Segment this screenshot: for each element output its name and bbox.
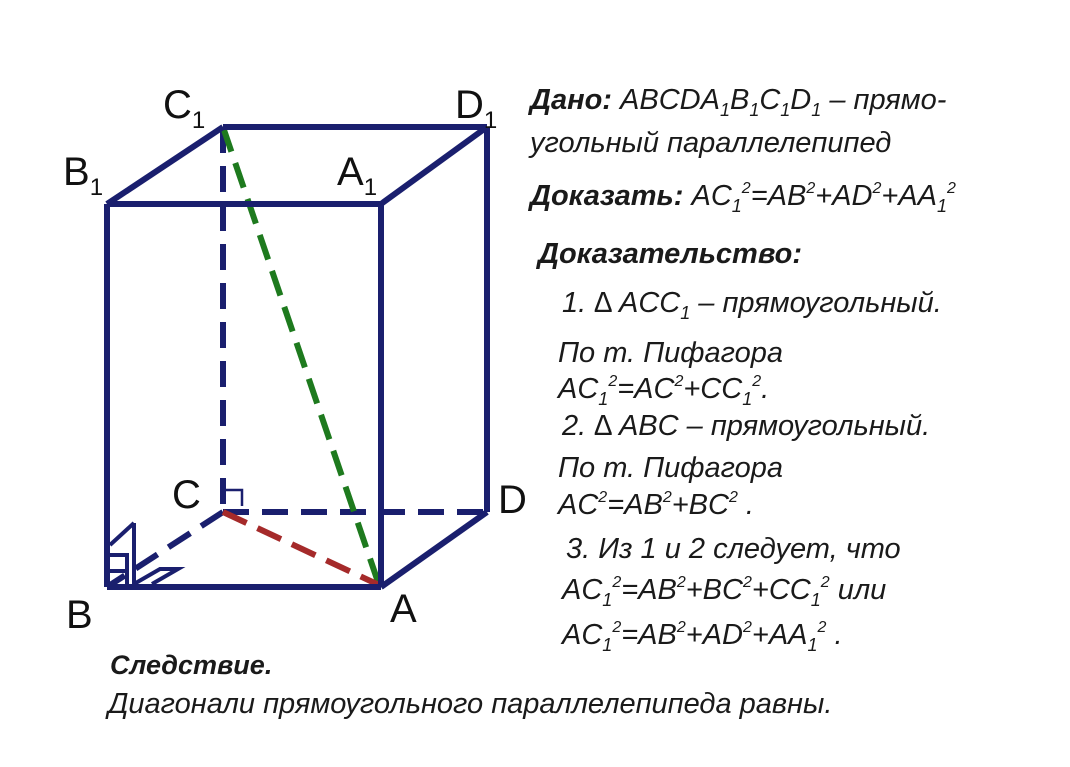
prove-sup: 2 bbox=[872, 180, 882, 197]
proof-text: =AB bbox=[621, 619, 677, 651]
vertex-label-a: A bbox=[390, 587, 417, 631]
proof-text: 1. bbox=[562, 287, 595, 319]
proof-sup: 2 bbox=[662, 489, 672, 506]
prove-sub: 1 bbox=[937, 196, 948, 216]
edge-b1-c1 bbox=[107, 127, 223, 204]
proof-text: +BC bbox=[671, 489, 729, 521]
prove-sup: 2 bbox=[806, 180, 816, 197]
proof-text: или bbox=[829, 574, 887, 606]
proof-sub: 1 bbox=[602, 635, 613, 655]
given-sub: 1 bbox=[811, 100, 822, 120]
proof-sup: 2 bbox=[598, 489, 608, 506]
proof-text: +AD bbox=[685, 619, 743, 651]
proof-sup: 2 bbox=[674, 373, 684, 390]
proof-sup: 2 bbox=[820, 574, 830, 591]
proof-sub: 1 bbox=[810, 590, 821, 610]
given-line-2: угольный параллелепипед bbox=[530, 127, 892, 159]
proof-text: – прямоугольный. bbox=[690, 287, 942, 319]
vertex-label-b: B bbox=[66, 593, 93, 637]
proof-sub: 1 bbox=[680, 303, 691, 323]
corollary-title: Следствие. bbox=[110, 650, 273, 680]
proof-step-3: 3. Из 1 и 2 следует, что bbox=[566, 533, 901, 565]
right-angle-mark-b bbox=[110, 523, 178, 584]
vertex-label-d1: $D_1$ bbox=[455, 83, 498, 134]
prove-text: +AA bbox=[881, 180, 937, 212]
proof-sub: 1 bbox=[602, 590, 613, 610]
prove-label: Доказать: bbox=[530, 180, 684, 212]
proof-text: AC bbox=[558, 373, 599, 405]
proof-sup: 2 bbox=[817, 619, 827, 636]
given-text: B bbox=[729, 84, 750, 116]
vertex-label-c: C bbox=[172, 473, 201, 517]
proof-text: AC bbox=[558, 489, 599, 521]
proof-text: . bbox=[761, 373, 770, 405]
given-text: – прямо- bbox=[821, 84, 947, 116]
edge-a-d bbox=[381, 512, 487, 587]
proof-text: =AB bbox=[607, 489, 663, 521]
proof-text: . bbox=[826, 619, 843, 651]
given-sub: 1 bbox=[780, 100, 791, 120]
diagonal-a-c1 bbox=[223, 127, 379, 585]
proof-text: =AC bbox=[617, 373, 675, 405]
proof-step-3-formula bbox=[562, 573, 887, 610]
proof-step-1 bbox=[562, 286, 942, 323]
proof-text: +BC bbox=[685, 574, 743, 606]
proof-sub: 1 bbox=[742, 389, 753, 409]
given-sub: 1 bbox=[749, 100, 760, 120]
proof-sup: 2 bbox=[612, 619, 622, 636]
proof-sup: 2 bbox=[676, 619, 686, 636]
vertex-label-b1: $B_1$ bbox=[63, 150, 104, 201]
proof-text: +CC bbox=[683, 373, 743, 405]
prove-sup: 2 bbox=[947, 180, 956, 197]
proof-text: ∆ ACC bbox=[594, 287, 681, 319]
right-angle-mark-c bbox=[226, 490, 242, 506]
proof-sub: 1 bbox=[598, 389, 609, 409]
proof-text: +AA bbox=[751, 619, 808, 651]
vertex-label-a1: $A_1$ bbox=[337, 150, 378, 201]
edge-a1-d1 bbox=[381, 127, 487, 204]
proof-text: AC bbox=[562, 574, 603, 606]
given-line-1 bbox=[530, 83, 947, 120]
proof-sup: 2 bbox=[728, 489, 738, 506]
proof-step-1-formula bbox=[558, 372, 770, 409]
proof-sup: 2 bbox=[752, 373, 762, 390]
vertex-label-c1: $C_1$ bbox=[163, 83, 206, 134]
prove-statement bbox=[530, 179, 956, 216]
proof-sub: 1 bbox=[807, 635, 818, 655]
prove-text: AC bbox=[683, 180, 732, 212]
prove-sup: 2 bbox=[741, 180, 751, 197]
given-sub: 1 bbox=[719, 100, 730, 120]
proof-text: +CC bbox=[751, 574, 811, 606]
proof-step-2-pythagoras: По т. Пифагора bbox=[558, 452, 784, 484]
given-text: D bbox=[790, 84, 812, 116]
vertex-label-d: D bbox=[498, 478, 527, 522]
corollary-text: Диагонали прямоугольного параллелепипеда равны. bbox=[108, 688, 833, 720]
given-text: C bbox=[759, 84, 781, 116]
proof-title: Доказательство: bbox=[538, 238, 802, 270]
given-label: Дано: bbox=[530, 84, 612, 116]
prove-sub: 1 bbox=[731, 196, 742, 216]
given-text: ABCDA bbox=[611, 84, 720, 116]
proof-step-3-formula-final bbox=[562, 618, 843, 655]
proof-sup: 2 bbox=[742, 619, 752, 636]
proof-sup: 2 bbox=[612, 574, 622, 591]
prove-text: =AB bbox=[750, 180, 807, 212]
proof-step-2: 2. ∆ ABC – прямоугольный. bbox=[562, 410, 931, 442]
proof-sup: 2 bbox=[676, 574, 686, 591]
proof-text: =AB bbox=[621, 574, 677, 606]
diagonal-a-c bbox=[223, 512, 379, 585]
proof-sup: 2 bbox=[742, 574, 752, 591]
proof-sup: 2 bbox=[608, 373, 618, 390]
proof-step-2-formula bbox=[558, 488, 754, 522]
proof-step-1-pythagoras: По т. Пифагора bbox=[558, 337, 784, 369]
proof-text: AC bbox=[562, 619, 603, 651]
prove-text: +AD bbox=[815, 180, 873, 212]
proof-text: . bbox=[737, 489, 754, 521]
